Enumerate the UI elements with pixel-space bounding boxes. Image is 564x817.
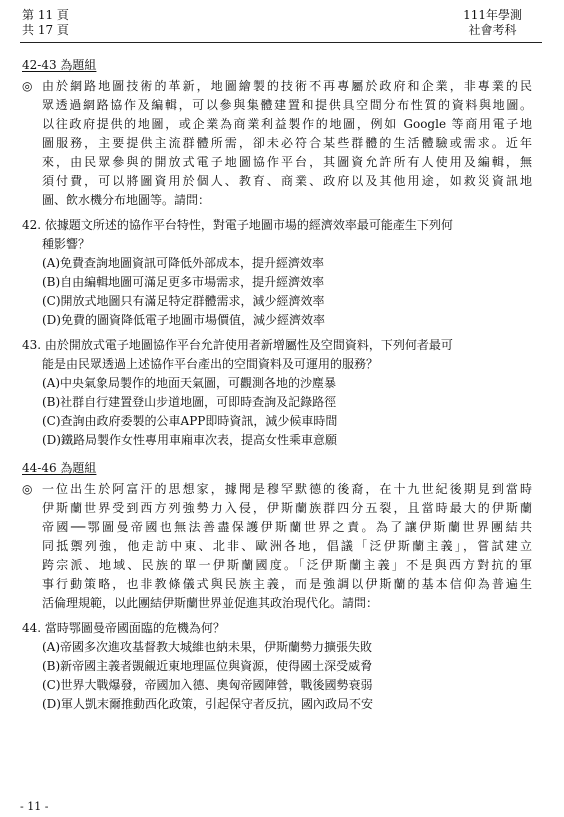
passage-line: 圖、飲水機分布地圖等。請問：: [42, 193, 211, 207]
passage-line: 活倫理規範，以此團結伊斯蘭世界並促進其政治現代化。請問：: [42, 596, 379, 610]
page-number-label: 第 11 頁: [22, 8, 69, 22]
passage-line: 眾透過網路協作及編輯，可以參與集體建置和提供具空間分布性質的資料與地圖。: [42, 98, 532, 112]
passage-line: 以往政府提供的地圖，或企業為商業利益製作的地圖，例如 Google 等商用電子地: [42, 117, 532, 131]
option-c: (C)開放式地圖只有滿足特定群體需求，減少經濟效率: [42, 294, 325, 308]
question-stem: 43. 由於開放式電子地圖協作平台允許使用者新增屬性及空間資料，下列何者最可: [22, 338, 453, 352]
option-c: (C)查詢由政府委製的公車APP即時資訊，減少候車時間: [42, 414, 338, 428]
option-d: (D)軍人凱末爾推動西化政策，引起保守者反抗，國內政局不安: [42, 697, 373, 711]
question-stem: 44. 當時鄂圖曼帝國面臨的危機為何？: [22, 621, 225, 635]
passage-line: 由於網路地圖技術的革新，地圖繪製的技術不再專屬於政府和企業，非專業的民: [42, 79, 532, 93]
bullseye-mark-icon: ◎: [22, 482, 33, 496]
question-stem: 42. 依據題文所述的協作平台特性，對電子地圖市場的經濟效率最可能產生下列何: [22, 218, 453, 232]
question-stem: 能是由民眾透過上述協作平台產出的空間資料及可運用的服務？: [42, 357, 379, 371]
group-title-44-46: 44-46 為題組: [22, 461, 97, 475]
passage-line: 一位出生於阿富汗的思想家，據聞是穆罕默德的後裔，在十九世紀後期見到當時: [42, 482, 532, 496]
question-stem: 種影響？: [42, 237, 91, 251]
passage-line: 須付費，可以將圖資用於個人、教育、商業、政府以及其他用途，如救災資訊地: [42, 174, 532, 188]
footer-page-number: - 11 -: [20, 800, 49, 813]
option-d: (D)免費的圖資降低電子地圖市場價值，減少經濟效率: [42, 313, 325, 327]
option-a: (A)免費查詢地圖資訊可降低外部成本，提升經濟效率: [42, 256, 325, 270]
header-right: [463, 8, 522, 38]
passage-44-46: [22, 480, 532, 613]
option-a: (A)中央氣象局製作的地面天氣圖，可觀測各地的沙塵暴: [42, 376, 337, 390]
option-a: (A)帝國多次進攻基督教大城維也納未果，伊斯蘭勢力擴張失敗: [42, 640, 373, 654]
option-b: (B)新帝國主義者覬覦近東地理區位與資源，使得國土深受威脅: [42, 659, 373, 673]
header-left: [22, 8, 69, 38]
question-42: [22, 216, 532, 330]
passage-line: 來，由民眾參與的開放式電子地圖協作平台，其圖資允許所有人使用及編輯，無: [42, 155, 532, 169]
option-d: (D)鐵路局製作女性專用車廂車次表，提高女性乘車意願: [42, 433, 337, 447]
option-c: (C)世界大戰爆發，帝國加入德、奧匈帝國陣營，戰後國勢衰弱: [42, 678, 373, 692]
group-title-42-43: 42-43 為題組: [22, 58, 97, 72]
bullseye-mark-icon: ◎: [22, 79, 33, 93]
subject-title: 社會考科: [468, 23, 517, 37]
passage-line: 跨宗派、地域、民族的單一伊斯蘭國度。「泛伊斯蘭主義」不是與西方對抗的軍: [42, 558, 532, 572]
total-pages-label: 共 17 頁: [22, 23, 69, 37]
header-divider: [20, 42, 542, 43]
passage-line: 伊斯蘭世界受到西方列強勢力入侵，伊斯蘭族群四分五裂，且當時最大的伊斯蘭: [42, 501, 532, 515]
question-43: [22, 336, 532, 450]
passage-42-43: [22, 77, 532, 210]
option-b: (B)社群自行建置登山步道地圖，可即時查詢及記錄路徑: [42, 395, 337, 409]
passage-line: 圖服務，主要提供主流群體所需，卻未必符合某些群體的生活體驗或需求。近年: [42, 136, 532, 150]
exam-title: 111年學測: [463, 8, 522, 22]
passage-line: 事行動策略，也非教條儀式與民族主義，而是強調以伊斯蘭的基本信仰為普遍生: [42, 577, 532, 591]
option-b: (B)自由編輯地圖可滿足更多市場需求，提升經濟效率: [42, 275, 325, 289]
question-44: [22, 619, 532, 714]
passage-line: 同抵禦列強，他走訪中東、北非、歐洲各地，倡議「泛伊斯蘭主義」，嘗試建立: [42, 539, 532, 553]
passage-line: 帝國──鄂圖曼帝國也無法善盡保護伊斯蘭世界之責。為了讓伊斯蘭世界團結共: [42, 520, 532, 534]
